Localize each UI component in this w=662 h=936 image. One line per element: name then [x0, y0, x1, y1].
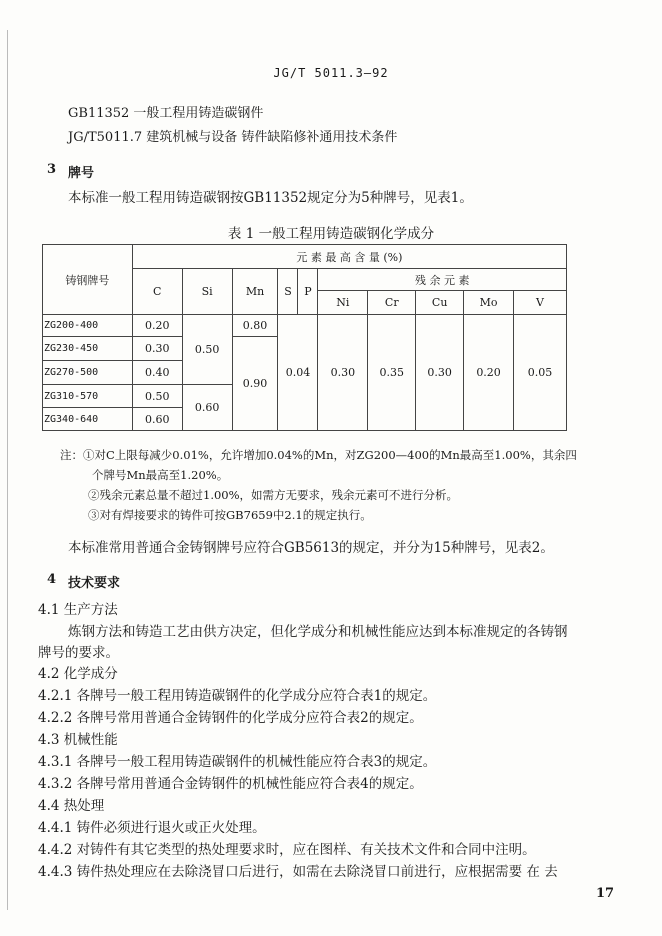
section-3-title: 牌号	[68, 166, 95, 181]
note-3: ③对有焊接要求的铸件可按GB7659中2.1的规定执行。	[88, 508, 372, 522]
ni-value: 0.30	[318, 315, 368, 431]
mo-value: 0.20	[464, 315, 514, 431]
col-ni: Ni	[318, 291, 368, 315]
col-s: S	[278, 269, 298, 315]
col-cr: Cr	[368, 291, 416, 315]
c-value: 0.60	[132, 408, 182, 431]
section-4-title: 技术要求	[68, 576, 121, 591]
mn-value-2: 0.90	[232, 337, 278, 431]
section-4-4-2: 4.4.2 对铸件有其它类型的热处理要求时，应在图样、有关技术文件和合同中注明。	[38, 842, 536, 858]
col-mo: Mo	[464, 291, 514, 315]
section-4-2-heading: 4.2 化学成分	[38, 666, 118, 682]
section-4-1-paragraph-line-1: 炼钢方法和铸造工艺由供方决定，但化学成分和机械性能应达到本标准规定的各铸钢	[68, 624, 568, 640]
scan-margin-line	[7, 30, 8, 910]
table-1-caption: 表 1 一般工程用铸造碳钢化学成分	[227, 226, 435, 242]
section-4-2-2: 4.2.2 各牌号常用普通合金铸钢件的化学成分应符合表2的规定。	[38, 710, 423, 726]
section-4-number: 4	[47, 572, 57, 587]
note-1-line-1: 注：①对C上限每减少0.01%，允许增加0.04%的Mn，对ZG200—400的Mn最高至1.00%，其余四	[60, 448, 577, 462]
note-1-line-2: 个牌号Mn最高至1.20%。	[92, 468, 229, 482]
max-content-header: 元 素 最 高 含 量 (%)	[132, 245, 566, 269]
si-value-2: 0.60	[182, 385, 232, 431]
col-si: Si	[182, 269, 232, 315]
section-4-3-heading: 4.3 机械性能	[38, 732, 118, 748]
grade-zg230-450: ZG230-450	[43, 337, 133, 361]
section-4-4-heading: 4.4 热处理	[38, 798, 105, 814]
residual-elements-header: 残 余 元 素	[318, 269, 567, 291]
section-3-paragraph: 本标准一般工程用铸造碳钢按GB11352规定分为5种牌号，见表1。	[68, 190, 473, 206]
page-number: 17	[596, 886, 615, 901]
section-4-3-1: 4.3.1 各牌号一般工程用铸造碳钢件的机械性能应符合表3的规定。	[38, 754, 437, 770]
grade-header: 铸钢牌号	[43, 245, 133, 315]
c-value: 0.30	[132, 337, 182, 361]
page-header: JG/T 5011.3—92	[273, 66, 389, 80]
section-4-4-3: 4.4.3 铸件热处理应在去除浇冒口后进行，如需在去除浇冒口前进行，应根据需要 在 去	[38, 864, 558, 880]
grade-zg200-400: ZG200-400	[43, 315, 133, 337]
section-4-2-1: 4.2.1 各牌号一般工程用铸造碳钢件的化学成分应符合表1的规定。	[38, 688, 437, 704]
grade-zg270-500: ZG270-500	[43, 361, 133, 385]
col-p: P	[298, 269, 318, 315]
c-value: 0.50	[132, 385, 182, 408]
c-value: 0.20	[132, 315, 182, 337]
mn-value-1: 0.80	[232, 315, 278, 337]
reference-gb11352: GB11352 一般工程用铸造碳钢件	[68, 106, 264, 121]
col-v: V	[514, 291, 567, 315]
chemical-composition-table	[42, 244, 567, 431]
note-2: ②残余元素总量不超过1.00%，如需方无要求，残余元素可不进行分析。	[88, 488, 459, 502]
section-4-3-2: 4.3.2 各牌号常用普通合金铸钢件的机械性能应符合表4的规定。	[38, 776, 423, 792]
section-4-1-heading: 4.1 生产方法	[38, 602, 118, 618]
si-value-1: 0.50	[182, 315, 232, 385]
section-4-1-paragraph-line-2: 牌号的要求。	[38, 645, 119, 661]
section-3-number: 3	[47, 162, 57, 177]
cu-value: 0.30	[416, 315, 464, 431]
col-mn: Mn	[232, 269, 278, 315]
col-c: C	[132, 269, 182, 315]
v-value: 0.05	[514, 315, 567, 431]
paragraph-table-2-reference: 本标准常用普通合金铸钢牌号应符合GB5613的规定，并分为15种牌号，见表2。	[68, 540, 554, 556]
sp-value: 0.04	[278, 315, 318, 431]
col-cu: Cu	[416, 291, 464, 315]
c-value: 0.40	[132, 361, 182, 385]
reference-jgt5011-7: JG/T5011.7 建筑机械与设备 铸件缺陷修补通用技术条件	[68, 130, 398, 145]
cr-value: 0.35	[368, 315, 416, 431]
grade-zg310-570: ZG310-570	[43, 385, 133, 408]
grade-zg340-640: ZG340-640	[43, 408, 133, 431]
section-4-4-1: 4.4.1 铸件必须进行退火或正火处理。	[38, 820, 266, 836]
